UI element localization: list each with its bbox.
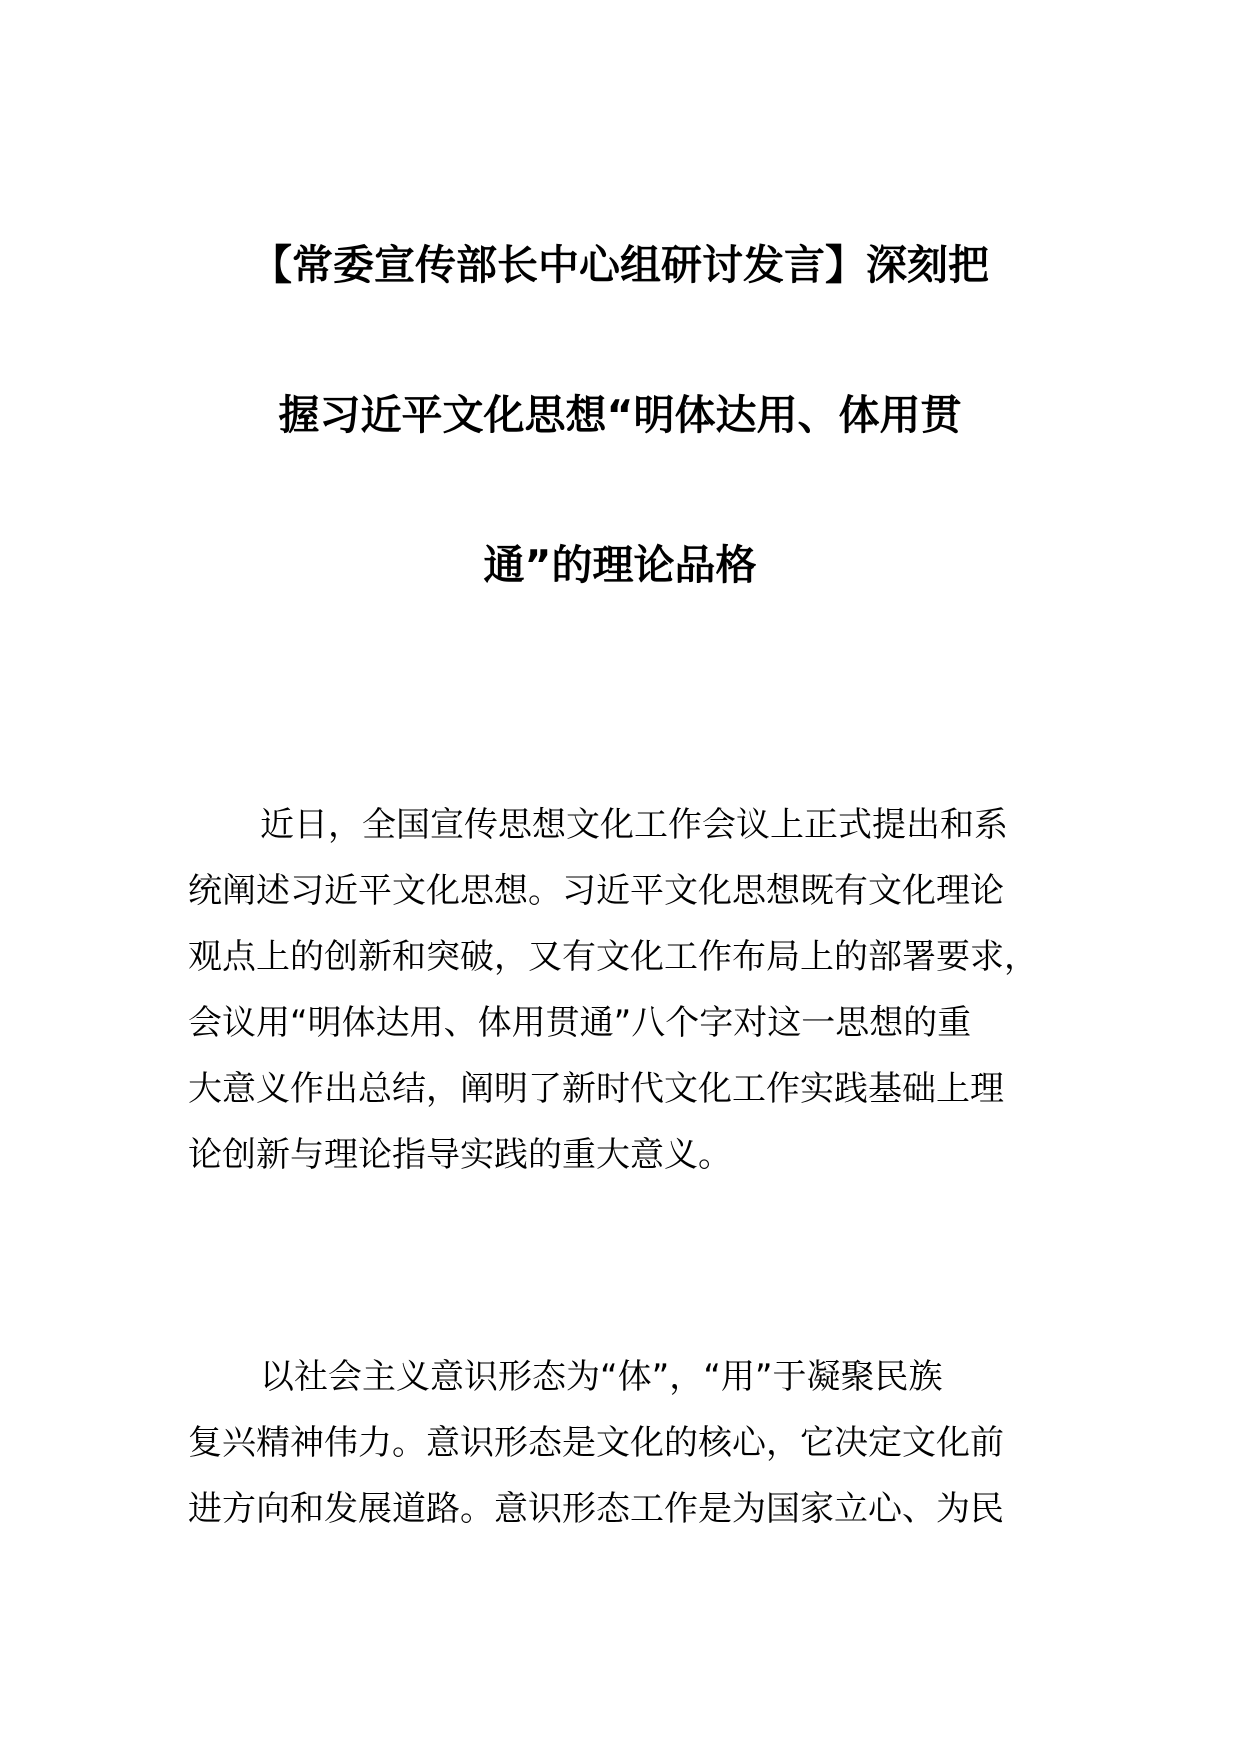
paragraph-line: 会议用“明体达用、体用贯通”八个字对这一思想的重: [188, 1003, 972, 1043]
title-line: 握习近平文化思想“明体达用、体用贯: [278, 391, 962, 439]
paragraph-line: 观点上的创新和突破，又有文化工作布局上的部署要求，: [188, 937, 1038, 977]
title-line: 【常委宣传部长中心组研讨发言】深刻把: [251, 241, 989, 289]
paragraph-line: 进方向和发展道路。意识形态工作是为国家立心、为民: [188, 1489, 1004, 1529]
paragraph-line: 论创新与理论指导实践的重大意义。: [188, 1135, 732, 1175]
paragraph-line: 以社会主义意识形态为“体”，“用”于凝聚民族: [260, 1357, 943, 1397]
paragraph-line: 大意义作出总结，阐明了新时代文化工作实践基础上理: [188, 1069, 1004, 1109]
document-title: [150, 190, 1090, 640]
body-paragraph: [188, 1344, 1068, 1542]
paragraph-line: 统阐述习近平文化思想。习近平文化思想既有文化理论: [188, 871, 1004, 911]
body-paragraph: [188, 792, 1068, 1188]
paragraph-line: 近日，全国宣传思想文化工作会议上正式提出和系: [260, 805, 1008, 845]
title-line: 通”的理论品格: [483, 541, 757, 589]
paragraph-line: 复兴精神伟力。意识形态是文化的核心，它决定文化前: [188, 1423, 1004, 1463]
